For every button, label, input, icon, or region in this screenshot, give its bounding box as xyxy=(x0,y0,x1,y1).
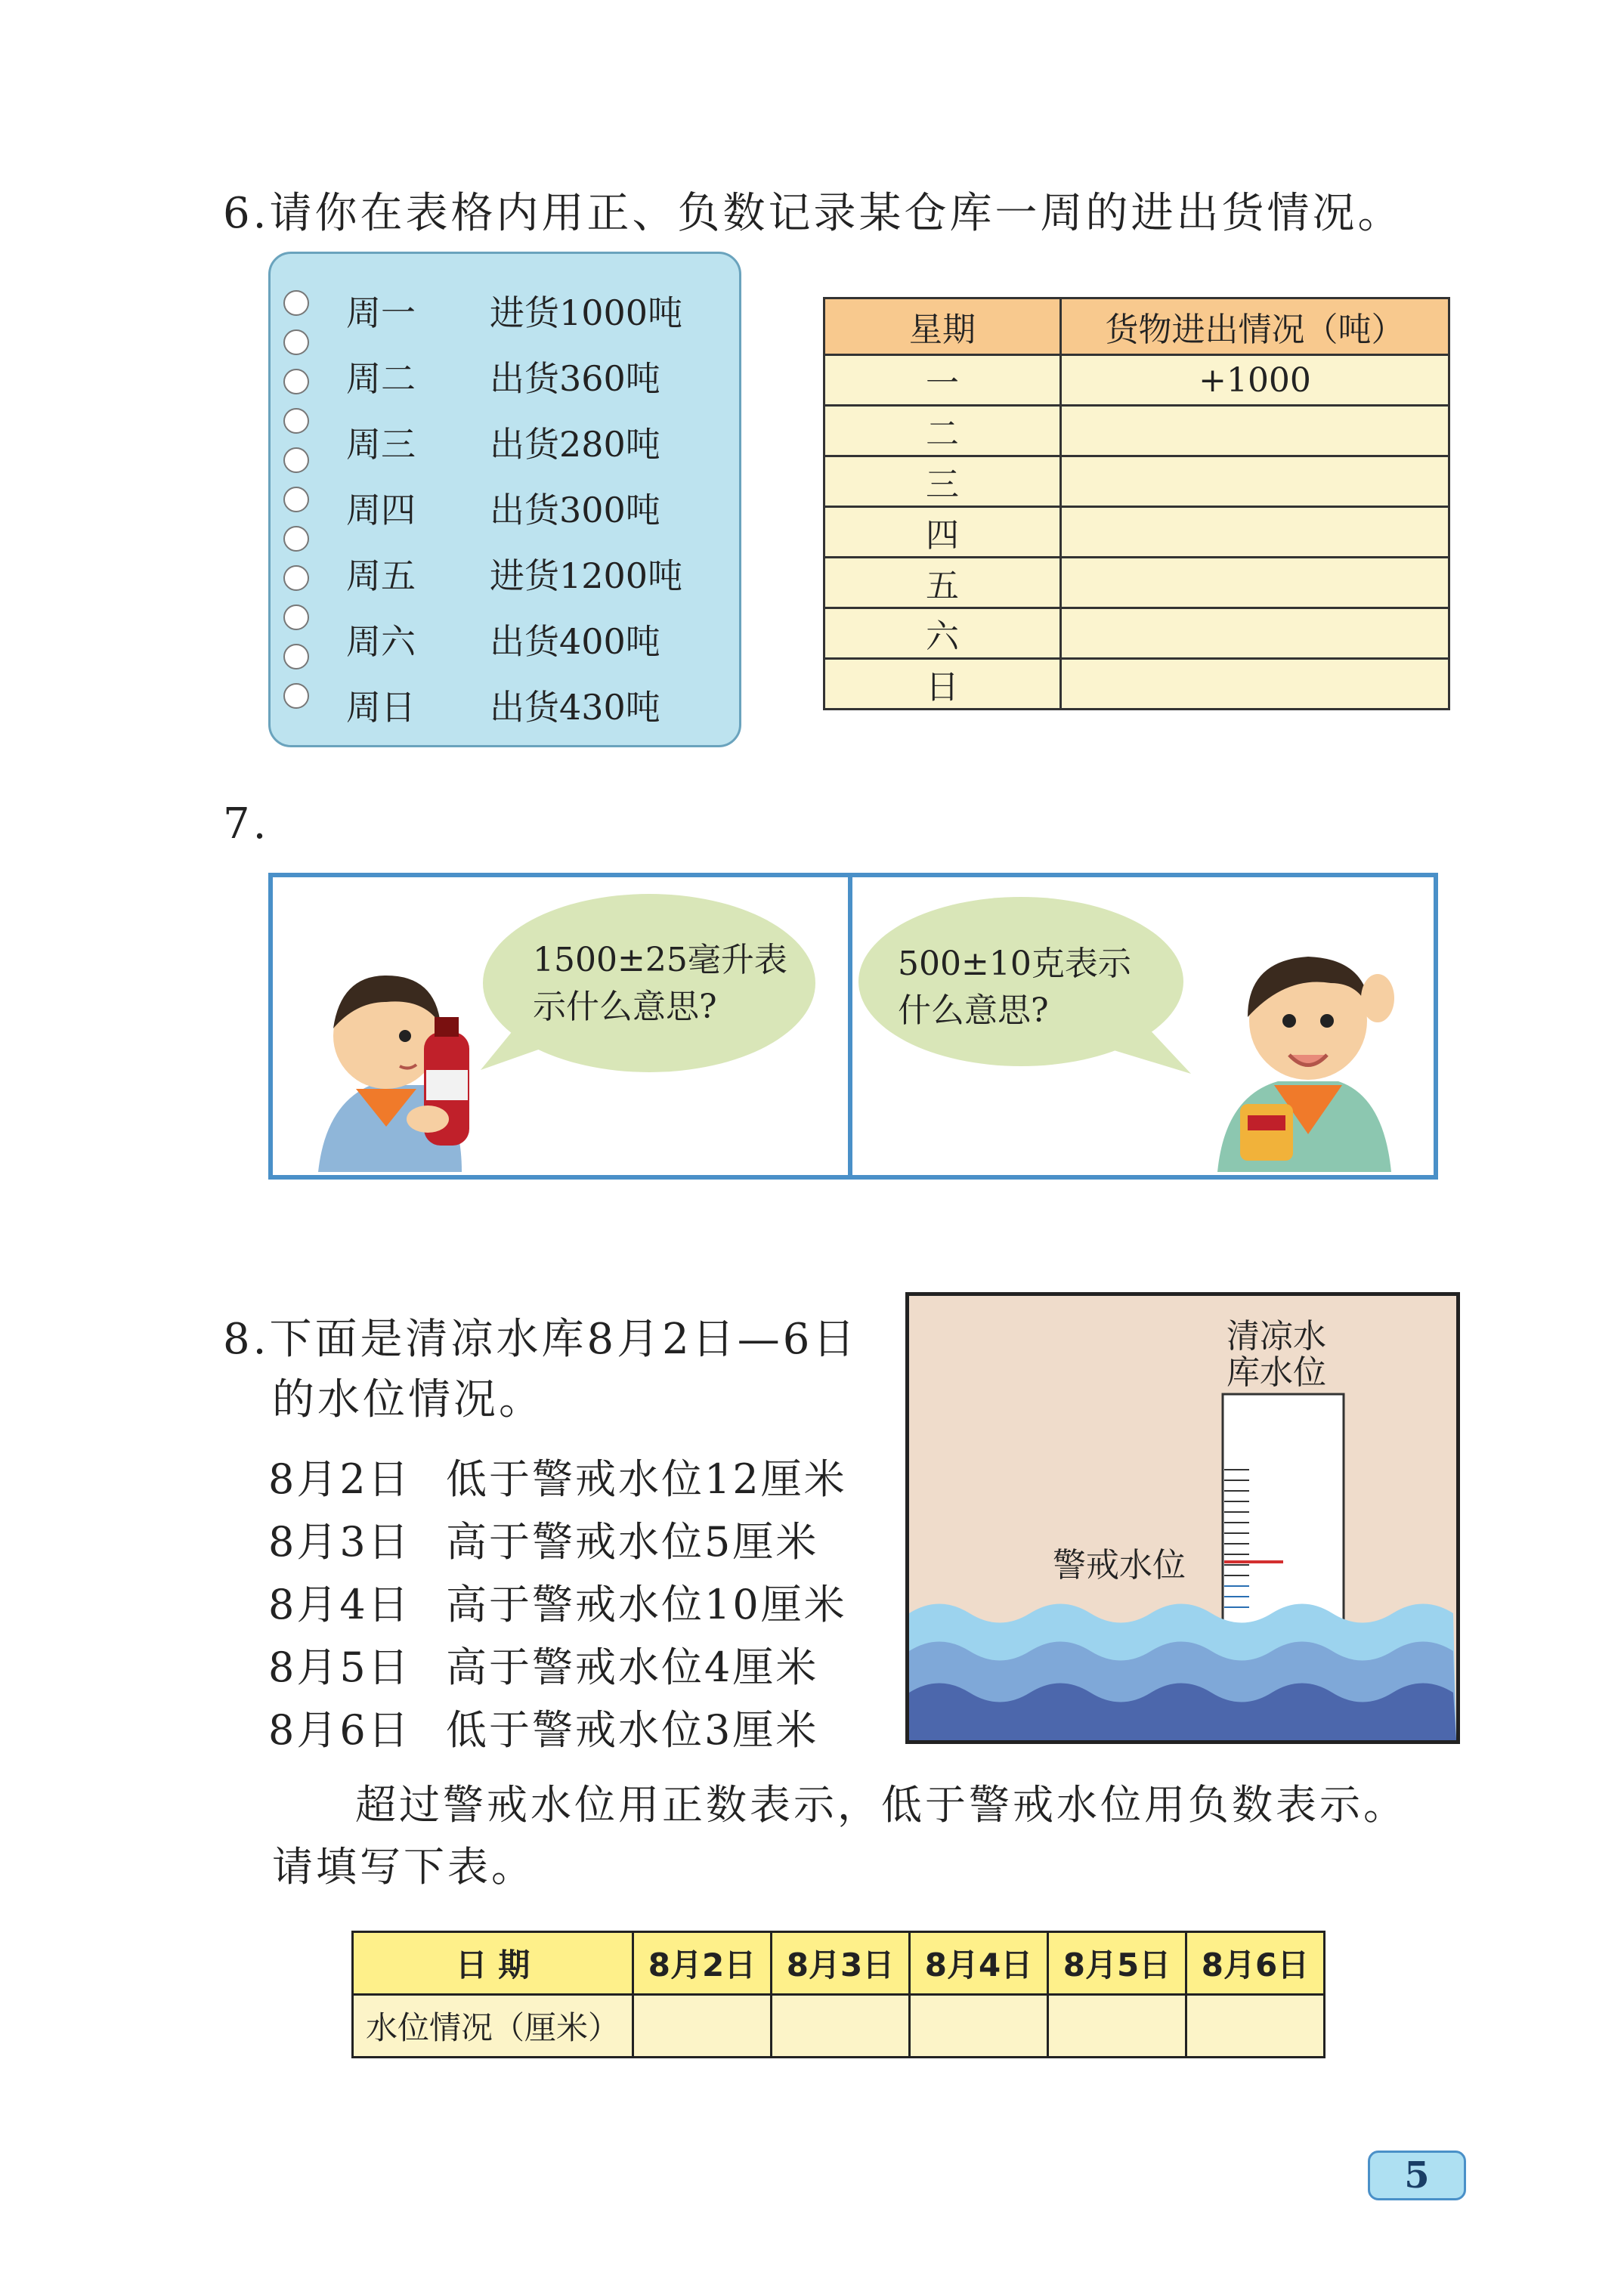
record-detail: 低于警戒水位12厘米 xyxy=(446,1455,847,1503)
row-day: 五 xyxy=(824,558,1061,608)
comic-illustration xyxy=(273,877,1434,1175)
row-value-cell[interactable] xyxy=(1061,608,1449,659)
record-day: 周二 xyxy=(346,358,416,399)
binder-ring xyxy=(283,526,309,552)
problem-8-instruction: 超过警戒水位用正数表示，低于警戒水位用负数表示。 xyxy=(355,1781,1407,1829)
binder-ring xyxy=(283,447,309,473)
binder-ring xyxy=(283,487,309,512)
problem-8-instruction: 请填写下表。 xyxy=(272,1843,535,1891)
row-value-cell[interactable] xyxy=(1061,507,1449,558)
binder-ring xyxy=(283,369,309,394)
notebook-record xyxy=(346,483,660,533)
table-row xyxy=(824,406,1449,456)
row-value-cell[interactable]: +1000 xyxy=(1061,355,1449,406)
header-cargo: 货物进出情况（吨） xyxy=(1061,298,1449,355)
problem-7-number: 7. xyxy=(223,799,270,849)
table-row xyxy=(824,659,1449,710)
binder-ring xyxy=(283,644,309,669)
water-level-record xyxy=(268,1447,847,1505)
row-value-cell[interactable] xyxy=(1061,406,1449,456)
record-day: 周六 xyxy=(346,621,416,662)
problem-6-text: 请你在表格内用正、负数记录某仓库一周的进出货情况。 xyxy=(269,189,1403,238)
bubble-left-text xyxy=(533,937,787,1031)
bubble-left-line: 示什么意思? xyxy=(533,988,717,1026)
record-detail: 高于警戒水位5厘米 xyxy=(446,1518,819,1566)
problem-6-number: 6. xyxy=(223,189,270,238)
record-day: 周日 xyxy=(346,687,416,728)
water-level-value-cell[interactable] xyxy=(633,1995,772,2058)
problem-8-intro xyxy=(223,1306,858,1366)
water-level-value-cell[interactable] xyxy=(1186,1995,1325,2058)
row-day: 日 xyxy=(824,659,1061,710)
header-date: 8月5日 xyxy=(1048,1932,1186,1995)
row-value-cell[interactable] xyxy=(1061,456,1449,507)
binder-ring xyxy=(283,565,309,591)
record-date: 8月6日 xyxy=(268,1706,411,1754)
gauge-title-line: 库水位 xyxy=(1227,1353,1326,1392)
water-level-record xyxy=(268,1572,847,1631)
record-detail: 低于警戒水位3厘米 xyxy=(446,1706,819,1754)
record-day: 周一 xyxy=(346,292,416,333)
notebook-record xyxy=(346,614,660,664)
record-date: 8月2日 xyxy=(268,1455,411,1503)
reservoir-figure xyxy=(905,1292,1460,1744)
table-row xyxy=(824,355,1449,406)
row-value-cell[interactable] xyxy=(1061,558,1449,608)
table-row xyxy=(824,507,1449,558)
table-header-row xyxy=(353,1932,1325,1995)
row-day: 三 xyxy=(824,456,1061,507)
water-level-value-cell[interactable] xyxy=(910,1995,1048,2058)
boy-with-bottle-icon xyxy=(318,976,469,1172)
header-weekday: 星期 xyxy=(824,298,1061,355)
record-detail: 出货280吨 xyxy=(490,424,660,465)
header-date: 8月3日 xyxy=(772,1932,910,1995)
record-day: 周三 xyxy=(346,424,416,465)
record-detail: 出货300吨 xyxy=(490,490,660,530)
inventory-notebook xyxy=(268,252,741,747)
header-date-label: 日 期 xyxy=(353,1932,633,1995)
record-detail: 出货360吨 xyxy=(490,358,660,399)
notebook-record xyxy=(346,549,682,598)
boy-with-snack-icon xyxy=(1217,957,1394,1172)
row-day: 六 xyxy=(824,608,1061,659)
gauge-title xyxy=(1227,1319,1326,1391)
record-detail: 出货430吨 xyxy=(490,687,660,728)
notebook-record xyxy=(346,680,660,730)
water-level-record xyxy=(268,1510,818,1568)
header-date: 8月4日 xyxy=(910,1932,1048,1995)
problem-6-prompt xyxy=(223,180,1403,240)
water-level-value-cell[interactable] xyxy=(772,1995,910,2058)
water-level-table xyxy=(351,1931,1325,2058)
record-detail: 进货1000吨 xyxy=(490,292,683,333)
table-row xyxy=(824,456,1449,507)
record-detail: 进货1200吨 xyxy=(490,555,683,596)
table-row xyxy=(824,558,1449,608)
table-row xyxy=(824,608,1449,659)
problem-8-intro-line: 的水位情况。 xyxy=(272,1375,544,1424)
record-date: 8月4日 xyxy=(268,1581,411,1628)
row-day: 四 xyxy=(824,507,1061,558)
reservoir-gauge-icon xyxy=(909,1296,1456,1740)
bubble-left-line: 1500±25毫升表 xyxy=(533,941,787,979)
notebook-record xyxy=(346,351,660,401)
warning-level-label: 警戒水位 xyxy=(1053,1546,1186,1585)
table-header-row xyxy=(824,298,1449,355)
record-date: 8月3日 xyxy=(268,1518,411,1566)
page-number: 5 xyxy=(1368,2151,1466,2200)
row-value-cell[interactable] xyxy=(1061,659,1449,710)
row-day: 二 xyxy=(824,406,1061,456)
water-level-value-cell[interactable] xyxy=(1048,1995,1186,2058)
bubble-right-text xyxy=(898,941,1131,1034)
water-level-record xyxy=(268,1698,818,1756)
water-level-record xyxy=(268,1635,818,1693)
problem-8-intro-line: 下面是清凉水库8月2日—6日 xyxy=(269,1315,858,1364)
inventory-table xyxy=(823,297,1450,710)
binder-ring xyxy=(283,290,309,316)
record-date: 8月5日 xyxy=(268,1643,411,1691)
row-day: 一 xyxy=(824,355,1061,406)
gauge-title-line: 清凉水 xyxy=(1227,1317,1326,1356)
bubble-right-line: 什么意思? xyxy=(898,991,1049,1030)
notebook-record xyxy=(346,417,660,467)
table-row xyxy=(353,1995,1325,2058)
binder-ring xyxy=(283,408,309,434)
record-detail: 出货400吨 xyxy=(490,621,660,662)
binder-ring xyxy=(283,329,309,355)
header-date: 8月2日 xyxy=(633,1932,772,1995)
record-detail: 高于警戒水位10厘米 xyxy=(446,1581,847,1628)
binder-ring xyxy=(283,683,309,709)
bubble-right-line: 500±10克表示 xyxy=(898,945,1131,983)
binder-ring xyxy=(283,605,309,630)
record-day: 周四 xyxy=(346,490,416,530)
row-label-water-level: 水位情况（厘米） xyxy=(353,1995,633,2058)
record-day: 周五 xyxy=(346,555,416,596)
header-date: 8月6日 xyxy=(1186,1932,1325,1995)
record-detail: 高于警戒水位4厘米 xyxy=(446,1643,819,1691)
notebook-record xyxy=(346,286,682,335)
problem-8-number: 8. xyxy=(223,1315,270,1364)
